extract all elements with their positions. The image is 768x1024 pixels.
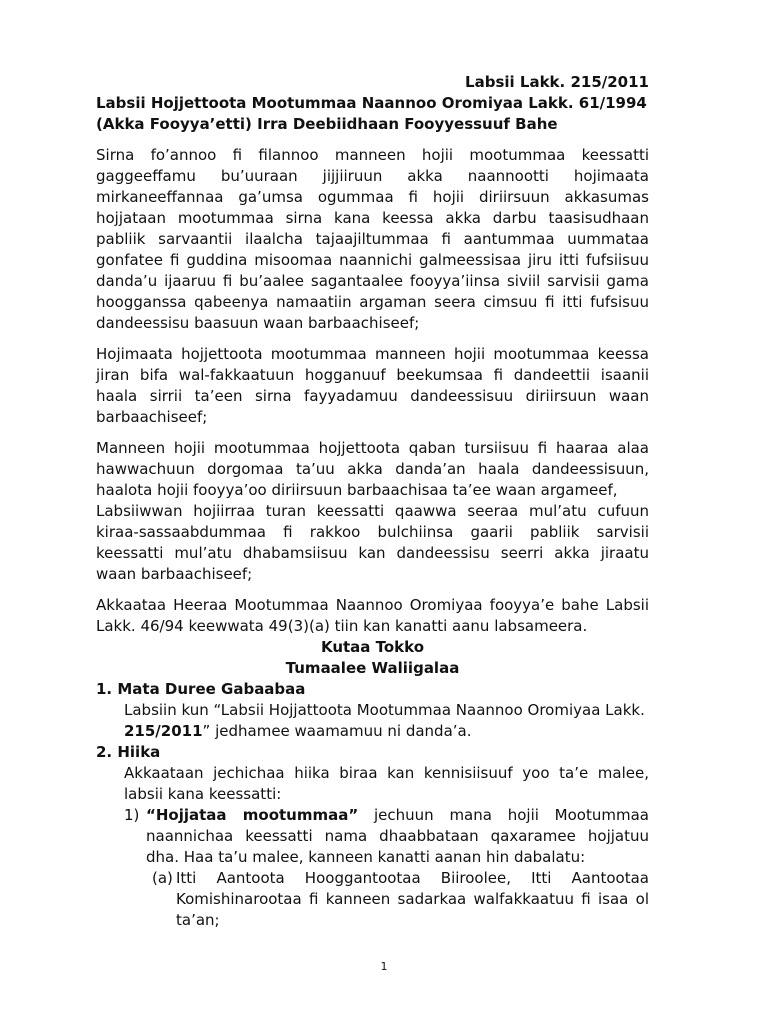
preamble-paragraph-4 xyxy=(96,595,649,637)
document-page xyxy=(96,72,649,931)
text-line: waan barbaachiseef; xyxy=(96,565,253,583)
item-body xyxy=(146,805,649,868)
text-fragment: jechuun mana hojii Mootummaa xyxy=(374,806,649,824)
text-line: Sirna fo’annoo fi filannoo manneen hojii mootummaa keessatti xyxy=(96,146,649,164)
text-fragment: ” jedhamee waamamuu ni danda’a. xyxy=(202,722,472,740)
text-line: Hojimaata hojjettoota mootummaa manneen hojii mootummaa keessa xyxy=(96,345,649,363)
text-line: Labsiin kun “Labsii Hojjattoota Mootummaa Naannoo Oromiyaa Lakk. xyxy=(124,701,645,719)
section-1-heading: 1. Mata Duree Gabaabaa xyxy=(96,680,306,698)
text-line: Manneen hojii mootummaa hojjettoota qaban tursiisuu fi haaraa alaa xyxy=(96,439,649,457)
subitem-letter: (a) xyxy=(152,869,173,887)
text-line: keessatti mul’atu dhabamsiisuu kan dandeessisu seerri akka jiraatu xyxy=(96,544,649,562)
title-line-2: (Akka Fooyya’etti) Irra Deebiidhaan Fooyyessuuf Bahe xyxy=(96,115,558,133)
text-line: dha. Haa ta’u malee, kanneen kanatti aanan hin dabalatu: xyxy=(146,848,586,866)
text-line: kiraa-sassaabdummaa fi rakkoo bulchiinsa gaarii pabliik sarvisii xyxy=(96,523,649,541)
chapter-subtitle: Tumaalee Waliigalaa xyxy=(285,659,460,677)
text-line: haalota hojii fooyya’oo diriirsuun barbaachisaa ta’ee waan argameef, xyxy=(96,481,618,499)
text-line: gaggeeffamu bu’uuraan jijjiiruun akka naannootti hojimaata xyxy=(96,167,649,185)
text-line: pabliik sarvaantii ilaalcha tajaajiltummaa fi aantummaa uummataa xyxy=(96,230,649,248)
text-line: naannichaa keessatti nama dhaabbataan qaxaramee hojjatuu xyxy=(146,827,649,845)
text-line: Lakk. 46/94 keewwata 49(3)(a) tiin kan kanatti aanu labsameera. xyxy=(96,617,588,635)
text-line: Komishinarootaa fi kanneen sadarkaa walfakkaatuu fi isaa ol xyxy=(176,890,649,908)
text-line: jiran bifa wal-fakkaatuun hogganuuf beekumsaa fi dandeettii isaanii xyxy=(96,366,649,384)
item-number: 1) xyxy=(124,806,140,824)
text-line: hawwachuun dorgomaa ta’uu akka danda’an haala dandeessisuun, xyxy=(96,460,649,478)
text-line: hojjataan mootummaa sirna kana keessa akka darbu taasisudhaan xyxy=(96,209,649,227)
defined-term: “Hojjataa mootummaa” xyxy=(146,806,359,824)
section-2-body xyxy=(96,763,649,805)
text-line: Akkaataa Heeraa Mootummaa Naannoo Oromiyaa fooyya’e bahe Labsii xyxy=(96,596,649,614)
text-line xyxy=(146,805,649,826)
subitem-body xyxy=(176,868,649,931)
section-1-body xyxy=(96,700,649,742)
law-number-bold: 215/2011 xyxy=(124,722,203,740)
text-line: mirkaneeffannaa ga’umsa ogummaa fi hojii diriirsuun akkasumas xyxy=(96,188,649,206)
text-line: danda’u ijaaruu fi bu’aalee sagantaalee fooyya’iinsa siviil sarvisii gama xyxy=(96,272,649,290)
text-line: Akkaataan jechichaa hiika biraa kan kennisiisuuf yoo ta’e malee, xyxy=(124,764,649,782)
text-line: haala sirrii ta’een sirna fayyadamuu dandeessisuu diriirsuun waan xyxy=(96,387,649,405)
text-line: barbaachiseef; xyxy=(96,408,208,426)
page-number: 1 xyxy=(380,960,388,973)
preamble-paragraph-2 xyxy=(96,344,649,428)
text-line: dandeessisu baasuun waan barbaachiseef; xyxy=(96,314,420,332)
definition-item-1 xyxy=(96,805,649,868)
text-line xyxy=(124,721,649,742)
law-number: Labsii Lakk. 215/2011 xyxy=(465,73,649,91)
text-line: labsii kana keessatti: xyxy=(124,785,282,803)
text-line: Itti Aantoota Hooggantootaa Biiroolee, Itti Aantootaa xyxy=(176,869,649,887)
title-line-1: Labsii Hojjettoota Mootummaa Naannoo Oromiyaa Lakk. 61/1994 xyxy=(96,94,647,112)
text-line: ta’an; xyxy=(176,911,220,929)
section-2-heading: 2. Hiika xyxy=(96,743,161,761)
definition-subitem-a xyxy=(96,868,649,931)
chapter-title: Kutaa Tokko xyxy=(320,638,425,656)
text-line: hoogganssa qabeenya namaatiin argaman seera cimsuu fi itti fufsisuu xyxy=(96,293,649,311)
preamble-paragraph-3 xyxy=(96,438,649,585)
text-line: gonfatee fi guddina misoomaa naannichi galmeessisaa jiru itti fufsiisuu xyxy=(96,251,649,269)
text-line: Labsiiwwan hojiirraa turan keessatti qaawwa seeraa mul’atu cufuun xyxy=(96,502,649,520)
preamble-paragraph-1 xyxy=(96,145,649,334)
